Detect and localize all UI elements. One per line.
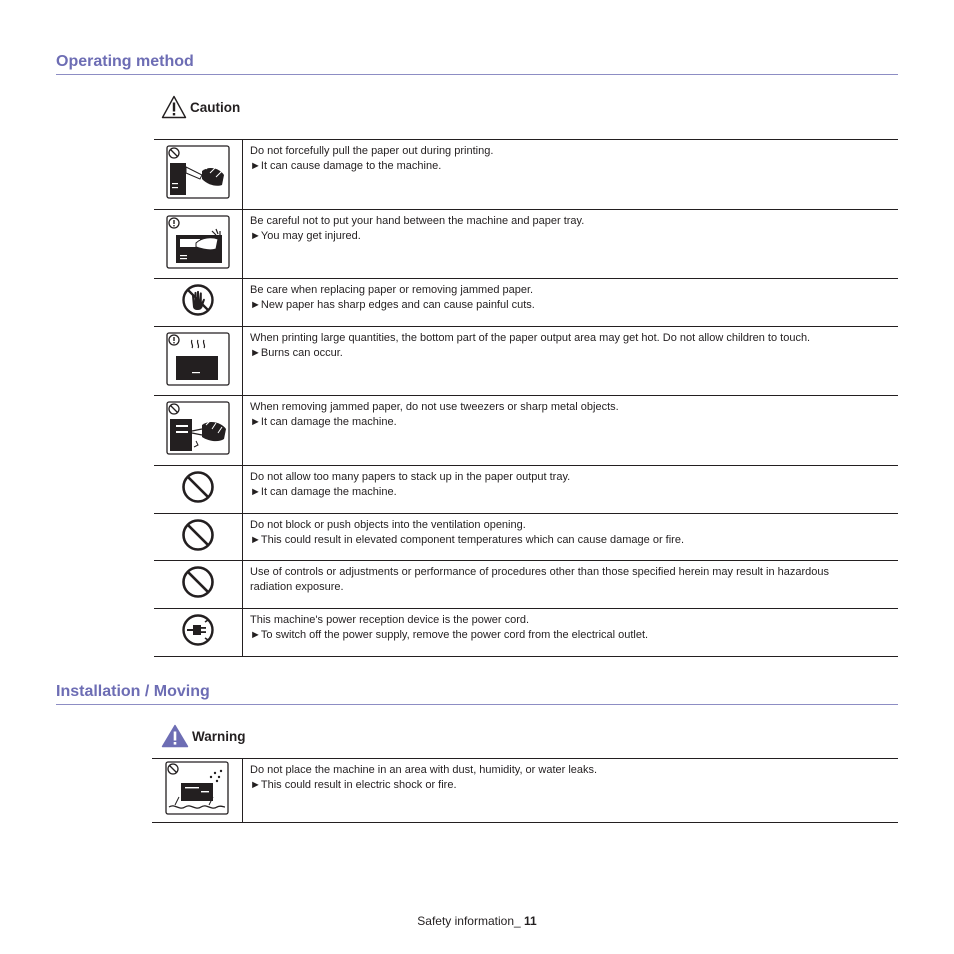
row-line: Do not place the machine in an area with dust, humidity, or water leaks. [250,764,598,776]
warning-icon [161,724,189,748]
no-pull-paper-icon [166,145,230,199]
no-hand-icon [181,283,215,317]
row-line: When printing large quantities, the bottom part of the paper output area may get hot. Do not allow children to touch. [250,332,811,344]
table-row [154,396,898,466]
table-row [154,327,898,396]
hand-tray-caution-icon [166,215,230,269]
section-title-operating: Operating method [56,53,898,75]
caution-label: Caution [190,99,241,115]
row-line: When removing jammed paper, do not use tweezers or sharp metal objects. [250,401,619,413]
caution-notice [161,95,240,119]
no-dust-humidity-icon [165,761,229,815]
row-line: This machine's power reception device is the power cord. [250,614,530,626]
warning-notice [161,724,246,748]
table-row [154,609,898,657]
footer-text: Safety information_ [417,914,525,928]
warning-label: Warning [192,728,246,744]
caution-icon [161,95,187,119]
table-row [154,466,898,514]
hot-output-caution-icon [166,332,230,386]
row-line: Use of controls or adjustments or performance of procedures other than those specified herein may result in hazardous radiation exposure. [250,566,830,593]
prohibited-icon [181,518,215,552]
installation-safety-table [152,758,898,823]
unplug-icon [181,613,215,647]
row-line: Be careful not to put your hand between the machine and paper tray. [250,215,585,227]
row-line: ►This could result in elevated component temperatures which can cause damage or fire. [250,533,685,546]
table-row [154,210,898,279]
prohibited-icon [181,470,215,504]
row-line: Do not forcefully pull the paper out during printing. [250,145,494,157]
row-line: ►It can cause damage to the machine. [250,159,442,172]
row-line: ►You may get injured. [250,229,361,242]
table-row [154,514,898,561]
no-tweezers-icon [166,401,230,455]
prohibited-icon [181,565,215,599]
row-line: Do not allow too many papers to stack up in the paper output tray. [250,471,571,483]
row-line: Do not block or push objects into the ventilation opening. [250,519,526,531]
row-line: ►New paper has sharp edges and can cause painful cuts. [250,298,535,311]
table-row [154,140,898,210]
row-line: ►This could result in electric shock or fire. [250,778,457,791]
table-row [154,279,898,327]
row-line: Be care when replacing paper or removing jammed paper. [250,284,534,296]
page-number: 11 [524,914,537,928]
row-line: ►To switch off the power supply, remove the power cord from the electrical outlet. [250,628,649,641]
page-footer [0,914,954,928]
row-line: ►It can damage the machine. [250,485,397,498]
row-line: ►It can damage the machine. [250,415,397,428]
table-row [154,561,898,609]
row-line: ►Burns can occur. [250,346,343,359]
section-title-installation: Installation / Moving [56,683,898,705]
table-row [152,759,898,823]
operating-safety-table [154,139,898,657]
